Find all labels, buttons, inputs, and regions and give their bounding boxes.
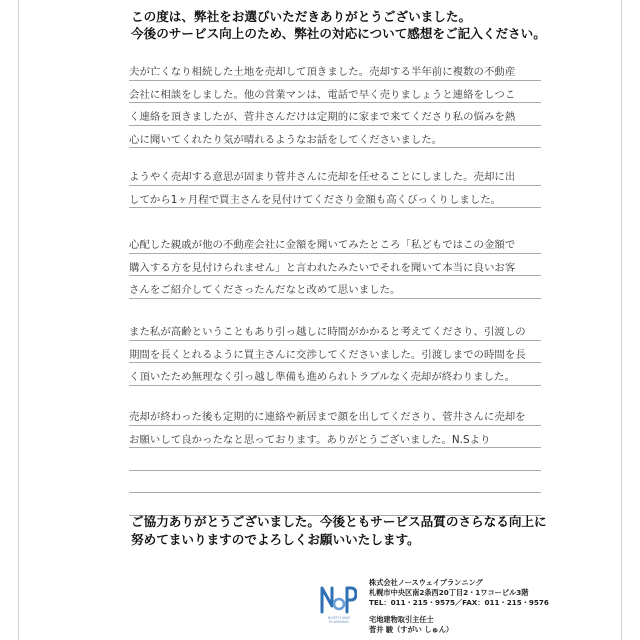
text-line: また私が高齢ということもあり引っ越しに時間がかかると考えてくださり、引渡しの <box>129 318 541 341</box>
text-line: 心配した親戚が他の不動産会社に金額を聞いてみたところ「私どもではこの金額で <box>129 231 541 254</box>
blank-line <box>129 448 541 471</box>
paragraph-4 <box>129 318 541 386</box>
testimonial-sheet <box>18 0 622 640</box>
company-footer <box>319 578 579 638</box>
text-line: 夫が亡くなり相続した土地を売却して頂きました。売却する半年前に複数の不動産 <box>129 58 541 81</box>
text-line: 期間を長くとれるように買主さんに交渉してくださいました。引渡しまでの時間を長 <box>129 341 541 364</box>
text-line: お願いして良かったなと思っております。ありがとうございました。N.Sより <box>129 426 541 449</box>
blank-line <box>129 471 541 494</box>
paragraph-5 <box>129 403 541 516</box>
closing-line-1: ご協力ありがとうございました。今後ともサービス品質のさらなる向上に <box>131 514 547 529</box>
company-address: 札幌市中央区南2条西20丁目2・1ワコービル3階 <box>369 588 529 598</box>
text-line: く連絡を頂きましたが、菅井さんだけは定期的に家まで来てくださり私の悩みを熱 <box>129 103 541 126</box>
company-name: 株式会社ノースウェイプランニング <box>369 578 483 587</box>
company-phone: TEL：011・215・9575／FAX：011・215・9576 <box>369 598 549 608</box>
sheet-header <box>131 8 561 42</box>
logo-subtitle: NORTH WAY PLANNING <box>327 616 351 624</box>
text-line: してから1ヶ月程で買主さんを見付けてくださり金額も高くびっくりしました。 <box>129 186 541 209</box>
closing-message <box>131 513 561 549</box>
text-line: 会社に相談をしました。他の営業マンは、電話で早く売りましょうと連絡をしつこ <box>129 81 541 104</box>
company-info <box>369 578 579 635</box>
text-line: 心に聞いてくれたり気が晴れるようなお話をしてくださいました。 <box>129 126 541 149</box>
text-line: さんをご紹介してくださったんだなと改めて思いました。 <box>129 276 541 299</box>
text-line: 購入する方を見付けられません」と言われたみたいでそれを聞いて本当に良いお客 <box>129 254 541 277</box>
paragraph-3 <box>129 231 541 299</box>
agent-role: 宅地建物取引主任士 <box>369 614 434 624</box>
text-line: く頂いたため無理なく引っ越し準備も進められトラブルなく売却が終わりました。 <box>129 363 541 386</box>
header-line-1: この度は、弊社をお選びいただきありがとうございました。 <box>131 9 472 24</box>
company-logo-icon <box>319 582 357 616</box>
paragraph-1 <box>129 58 541 148</box>
header-line-2: 今後のサービス向上のため、弊社の対応について感想をご記入ください。 <box>131 26 546 41</box>
agent-name: 菅井 駿（すがい しゅん） <box>369 624 454 634</box>
paragraph-2 <box>129 163 541 208</box>
closing-line-2: 努めてまいりますのでよろしくお願いいたします。 <box>131 532 420 547</box>
text-line: 売却が終わった後も定期的に連絡や新居まで顔を出してくださり、菅井さんに売却を <box>129 403 541 426</box>
text-line: ようやく売却する意思が固まり菅井さんに売却を任せることにしました。売却に出 <box>129 163 541 186</box>
